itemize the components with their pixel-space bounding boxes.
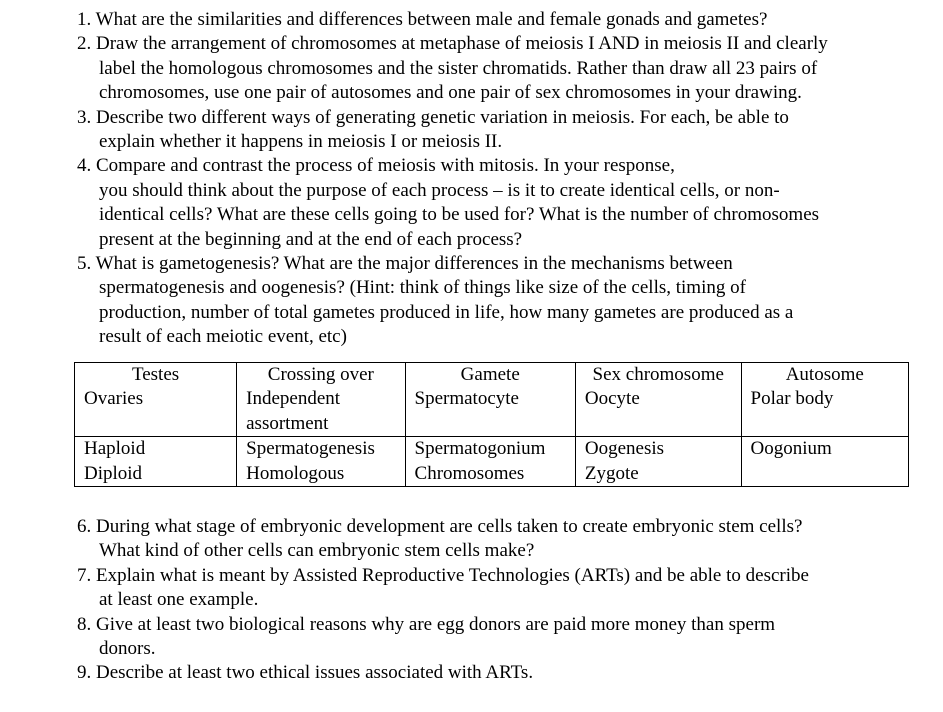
question-line: result of each meiotic event, etc) (99, 326, 347, 348)
question-line: at least one example. (99, 589, 259, 611)
vocabulary-table (74, 362, 909, 487)
table-cell: Independent assortment (237, 387, 405, 436)
table-cell: Autosome (741, 363, 908, 388)
table-cell: Ovaries (75, 387, 237, 436)
question-4 (77, 154, 932, 252)
table-cell: Zygote (575, 462, 741, 487)
question-9 (77, 661, 932, 685)
table-cell: Polar body (741, 387, 908, 436)
question-line: 3. Describe two different ways of generating genetic variation in meiosis. For each, be able to (77, 106, 789, 128)
table-cell: Crossing over (237, 363, 405, 388)
question-line: 2. Draw the arrangement of chromosomes at metaphase of meiosis I AND in meiosis II and clearly (77, 33, 828, 55)
question-1 (77, 8, 932, 32)
table-cell: Diploid (75, 462, 237, 487)
question-line: 5. What is gametogenesis? What are the major differences in the mechanisms between (77, 253, 733, 274)
table-row (75, 462, 909, 487)
question-line: you should think about the purpose of each process – is it to create identical cells, or non- (99, 179, 780, 201)
table-cell: Spermatocyte (405, 387, 575, 436)
question-2 (77, 32, 932, 105)
table-row (75, 387, 909, 436)
table-cell: Oogenesis (575, 437, 741, 462)
table-cell: Sex chromosome (575, 363, 741, 388)
table-cell: Spermatogonium (405, 437, 575, 462)
table-cell: Gamete (405, 363, 575, 388)
question-line: chromosomes, use one pair of autosomes and one pair of sex chromosomes in your drawing. (99, 82, 802, 104)
question-3 (77, 106, 932, 155)
question-7 (77, 564, 932, 613)
table-cell: Haploid (75, 437, 237, 462)
table-cell (741, 462, 908, 487)
table-cell: Homologous (237, 462, 405, 487)
question-line: 7. Explain what is meant by Assisted Reproductive Technologies (ARTs) and be able to describe (77, 564, 809, 586)
question-5 (77, 252, 932, 350)
question-8 (77, 613, 932, 662)
table-row (75, 437, 909, 462)
question-line: donors. (99, 638, 156, 659)
table-cell: Oogonium (741, 437, 908, 462)
question-line: label the homologous chromosomes and the sister chromatids. Rather than draw all 23 pairs of (99, 57, 818, 79)
question-line: identical cells? What are these cells going to be used for? What is the number of chromosomes (99, 204, 820, 226)
question-line: 1. What are the similarities and differences between male and female gonads and gametes? (77, 9, 768, 30)
table-cell: Testes (75, 363, 237, 388)
question-line: 8. Give at least two biological reasons why are egg donors are paid more money than sperm (77, 613, 776, 635)
question-line: explain whether it happens in meiosis I or meiosis II. (99, 131, 503, 152)
question-line: 9. Describe at least two ethical issues associated with ARTs. (77, 662, 534, 684)
table-row (75, 363, 909, 388)
table-cell: Spermatogenesis (237, 437, 405, 462)
question-line: present at the beginning and at the end of each process? (99, 228, 523, 250)
question-line: What kind of other cells can embryonic stem cells make? (99, 540, 535, 562)
question-6 (77, 515, 932, 564)
question-line: 6. During what stage of embryonic development are cells taken to create embryonic stem cells? (77, 516, 803, 537)
question-line: 4. Compare and contrast the process of meiosis with mitosis. In your response, (77, 155, 675, 177)
table-cell: Oocyte (575, 387, 741, 436)
question-line: spermatogenesis and oogenesis? (Hint: think of things like size of the cells, timing of (99, 277, 746, 299)
table-cell: Chromosomes (405, 462, 575, 487)
question-line: production, number of total gametes produced in life, how many gametes are produced as a (99, 301, 794, 323)
